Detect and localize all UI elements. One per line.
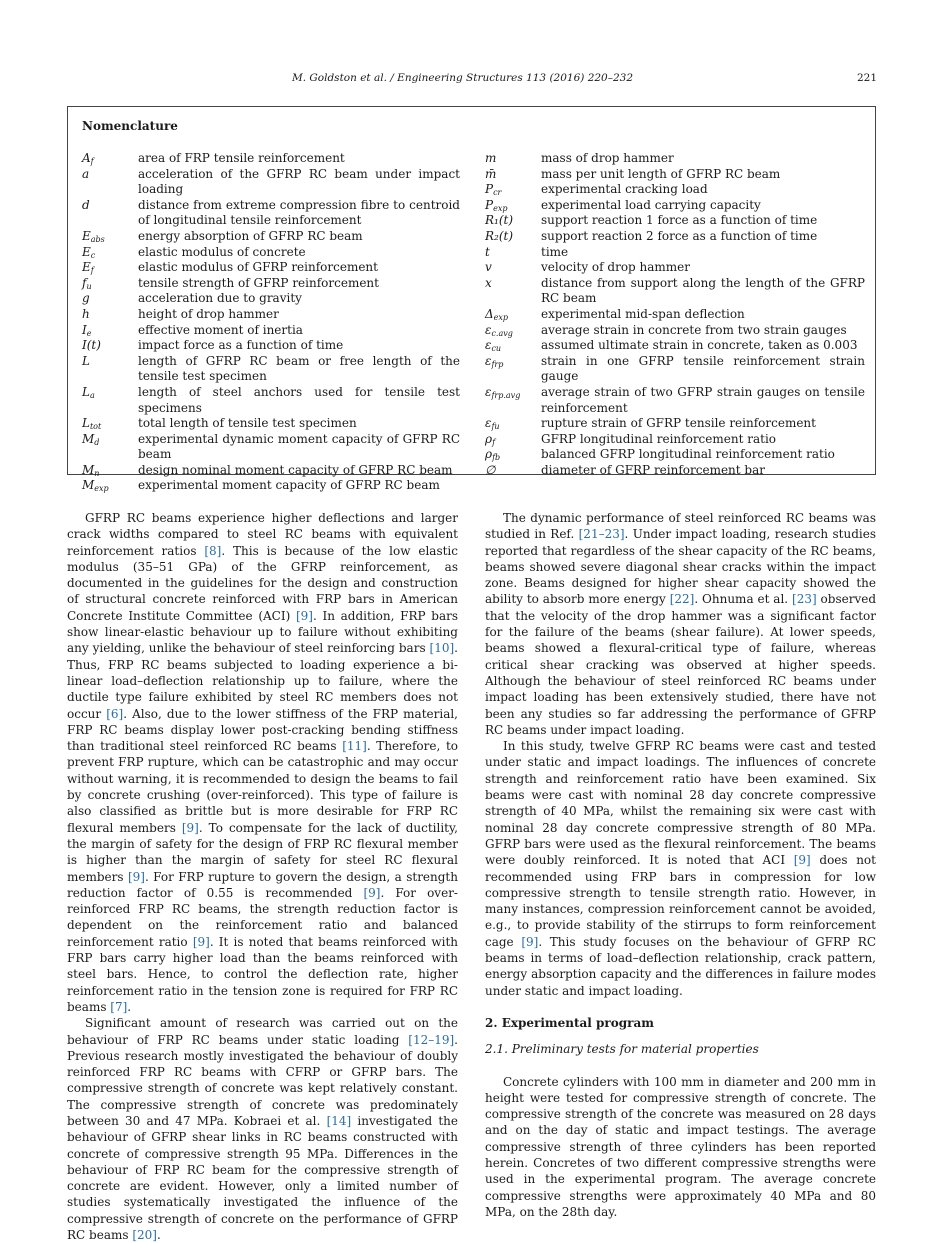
nomenclature-entry	[82, 354, 460, 385]
nomenclature-symbol: $L_{tot}$	[82, 416, 102, 432]
nomenclature-entry	[82, 323, 460, 339]
nomenclature-symbol: $E_f$	[82, 260, 94, 276]
nomenclature-entry	[82, 338, 460, 354]
nomenclature-symbol: m̄	[485, 166, 497, 181]
nomenclature-definition: acceleration of the GFRP RC beam under impact loading	[138, 166, 460, 197]
nomenclature-symbol: $A_f$	[82, 151, 94, 166]
nomenclature-symbol: R₂(t)	[485, 228, 514, 243]
nomenclature-entry	[485, 167, 865, 183]
nomenclature-entry	[485, 354, 865, 385]
citation-link[interactable]: [9]	[127, 869, 145, 884]
nomenclature-definition: total length of tensile test specimen	[138, 416, 357, 431]
nomenclature-symbol: x	[485, 275, 492, 290]
citation-link[interactable]: [6]	[106, 706, 124, 721]
nomenclature-definition: velocity of drop hammer	[541, 260, 691, 275]
nomenclature-definition: rupture strain of GFRP tensile reinforcement	[541, 416, 816, 431]
nomenclature-symbol: $L_a$	[82, 384, 95, 400]
citation-link[interactable]: [9]	[363, 885, 381, 900]
nomenclature-symbol: $\rho_{fb}$	[485, 447, 501, 463]
nomenclature-symbol: $M_n$	[82, 462, 100, 478]
nomenclature-entry	[82, 260, 460, 276]
nomenclature-definition: mass per unit length of GFRP RC beam	[541, 166, 781, 181]
section-heading: 2. Experimental program	[485, 1015, 654, 1030]
nomenclature-symbol: ∅	[485, 462, 496, 477]
nomenclature-definition: diameter of GFRP reinforcement bar	[541, 462, 765, 477]
nomenclature-symbol: v	[485, 260, 492, 275]
nomenclature-symbol: $\varepsilon_{fu}$	[485, 416, 500, 432]
nomenclature-definition: energy absorption of GFRP RC beam	[138, 228, 363, 243]
nomenclature-definition: design nominal moment capacity of GFRP RC beam	[138, 462, 453, 477]
citation-link[interactable]: [9]	[793, 853, 811, 868]
nomenclature-symbol: $P_{exp}$	[485, 197, 508, 213]
paragraph: GFRP RC beams experience higher deflections and larger crack widths compared to steel RC beams with equivalent reinforcement ratios [8]. This is because of the low elastic modulus (35–51 GPa) of the GFRP reinforcement, as documented in the guidelines for the design and construction of structural concrete reinforced with FRP bars in American Concrete Institute Committee (ACI) [9]. In addition, FRP bars show linear-elastic behaviour up to failure without exhibiting any yielding, unlike the behaviour of steel reinforcing bars [10]. Thus, FRP RC beams subjected to loading experience a bi-linear load–deflection relationship up to failure, where the ductile type failure exhibited by steel RC members does not occur [6]. Also, due to the lower stiffness of the FRP material, FRP RC beams display lower post-cracking bending stiffness than traditional steel reinforced RC beams [11]. Therefore, to prevent FRP rupture, which can be catastrophic and may occur without warning, it is recommended to design the beams to fail by concrete crushing (over-reinforced). This type of failure is also classified as brittle but is more desirable for FRP RC flexural members [9]. To compensate for the lack of ductility, the margin of safety for the design of FRP RC flexural member is higher than the margin of safety for steel RC flexural members [9]. For FRP rupture to govern the design, a strength reduction factor of 0.55 is recommended [9]. For over-reinforced FRP RC beams, the strength reduction factor is dependent on the reinforcement ratio and balanced reinforcement ratio [9]. It is noted that beams reinforced with FRP bars carry higher load than the beams reinforced with steel bars. Hence, to control the deflection rate, higher reinforcement ratio in the tension zone is required for FRP RC beams [7].	[67, 511, 458, 1014]
nomenclature-symbol: L	[82, 353, 90, 368]
nomenclature-entry	[485, 338, 865, 354]
nomenclature-entry	[485, 416, 865, 432]
citation-link[interactable]: [14]	[326, 1113, 352, 1128]
nomenclature-definition: GFRP longitudinal reinforcement ratio	[541, 431, 777, 446]
nomenclature-definition: elastic modulus of GFRP reinforcement	[138, 260, 378, 275]
paragraph: Concrete cylinders with 100 mm in diameter and 200 mm in height were tested for compressive strength of concrete. The compressive strength of the concrete was measured on 28 days and on the day of static and impact testings. The average compressive strength of three cylinders has been reported herein. Concretes of two different compressive strengths were used in the experimental program. The average concrete compressive strengths were approximately 40 MPa and 80 MPa, on the 28th day.	[485, 1074, 876, 1219]
nomenclature-definition: height of drop hammer	[138, 306, 279, 321]
nomenclature-symbol: d	[82, 197, 90, 212]
citation-link[interactable]: [10]	[429, 641, 455, 656]
citation-link[interactable]: [9]	[295, 608, 313, 623]
nomenclature-symbol: $M_d$	[82, 431, 100, 447]
paragraph: Significant amount of research was carried out on the behaviour of FRP RC beams under static loading [12–19]. Previous research mostly investigated the behaviour of doubly reinforced FRP RC beams with CFRP or GFRP bars. The compressive strength of concrete was kept relatively constant. The compressive strength of concrete was predominately between 30 and 47 MPa. Kobraei et al. [14] investigated the behaviour of GFRP shear links in RC beams constructed with concrete of compressive strength 95 MPa. Differences in the behaviour of FRP RC beam for the compressive strength of concrete are evident. However, only a limited number of studies systematically investigated the influence of the compressive strength of concrete on the performance of GFRP RC beams [20].	[67, 1016, 458, 1243]
nomenclature-symbol: R₁(t)	[485, 213, 514, 228]
nomenclature-entry	[82, 276, 460, 292]
nomenclature-symbol: I(t)	[82, 338, 101, 353]
nomenclature-entry	[485, 447, 865, 463]
nomenclature-entry	[485, 385, 865, 416]
nomenclature-entry	[82, 478, 460, 494]
nomenclature-definition: experimental load carrying capacity	[541, 197, 761, 212]
nomenclature-entry	[485, 432, 865, 448]
nomenclature-symbol: $\varepsilon_{c.avg}$	[485, 322, 513, 338]
nomenclature-entry	[82, 245, 460, 261]
nomenclature-definition: experimental mid-span deflection	[541, 306, 745, 321]
citation-link[interactable]: [9]	[192, 934, 210, 949]
nomenclature-entry	[82, 307, 460, 323]
nomenclature-entry	[485, 151, 865, 167]
nomenclature-box	[67, 106, 876, 494]
nomenclature-definition: impact force as a function of time	[138, 338, 344, 353]
nomenclature-definition: experimental moment capacity of GFRP RC beam	[138, 478, 440, 493]
nomenclature-entry	[485, 307, 865, 323]
citation-link[interactable]: [22]	[669, 592, 695, 607]
journal-citation: M. Goldston et al. / Engineering Structures 113 (2016) 220–232	[291, 72, 634, 84]
nomenclature-entry	[82, 416, 460, 432]
nomenclature-symbol: $\varepsilon_{frp}$	[485, 353, 504, 369]
nomenclature-entry	[82, 291, 460, 307]
body-left-column	[67, 510, 458, 1243]
nomenclature-symbol: $M_{exp}$	[82, 478, 109, 494]
nomenclature-entry	[485, 323, 865, 339]
nomenclature-symbol: $I_e$	[82, 322, 92, 338]
nomenclature-symbol: t	[485, 244, 490, 259]
nomenclature-definition: tensile strength of GFRP reinforcement	[138, 275, 379, 290]
nomenclature-symbol: g	[82, 291, 90, 306]
nomenclature-definition: experimental cracking load	[541, 182, 708, 197]
paragraph: In this study, twelve GFRP RC beams were cast and tested under static and impact loadings. The influences of concrete strength and reinforcement ratio have been examined. Six beams were cast with nominal 28 day concrete compressive strength of 40 MPa, whilst the remaining six were cast with nominal 28 day concrete compressive strength of 80 MPa. GFRP bars were used as the flexural reinforcement. The beams were doubly reinforced. It is noted that ACI [9] does not recommended using FRP bars in compression for low compressive strength to tensile strength ratio. However, in many instances, compression reinforcement cannot be avoided, e.g., to provide stability of the stirrups to form reinforcement cage [9]. This study focuses on the behaviour of GFRP RC beams in terms of load–deflection relationship, crack pattern, energy absorption capacity and the differences in failure modes under static and impact loading.	[485, 739, 876, 998]
nomenclature-definition: experimental dynamic moment capacity of GFRP RC beam	[138, 431, 460, 462]
nomenclature-entry	[82, 167, 460, 198]
nomenclature-symbol: a	[82, 166, 90, 181]
nomenclature-symbol: $E_{abs}$	[82, 228, 105, 244]
nomenclature-symbol: $\rho_f$	[485, 431, 496, 447]
citation-link[interactable]: [11]	[342, 739, 367, 754]
nomenclature-entry	[485, 463, 865, 479]
citation-link[interactable]: [9]	[521, 934, 539, 949]
nomenclature-symbol: $f_u$	[82, 275, 92, 291]
nomenclature-entry	[485, 198, 865, 214]
paragraph: The dynamic performance of steel reinforced RC beams was studied in Ref. [21–23]. Under impact loading, research studies reported that regardless of the shear capacity of the RC beams, beams showed severe diagonal shear cracks within the impact zone. Beams designed for higher shear capacity showed the ability to absorb more energy [22]. Ohnuma et al. [23] observed that the velocity of the drop hammer was a significant factor for the failure of the beams (shear failure). At lower speeds, beams showed a flexural-critical type of failure, whereas critical shear cracking was observed at higher speeds. Although the behaviour of steel reinforced RC beams under impact loading has been extensively studied, there have not been any studies so far addressing the performance of GFRP RC beams under impact loading.	[485, 511, 877, 737]
nomenclature-entry	[485, 229, 865, 245]
nomenclature-definition: balanced GFRP longitudinal reinforcement ratio	[541, 447, 835, 462]
nomenclature-definition: distance from extreme compression fibre to centroid of longitudinal tensile reinforcement	[138, 197, 460, 228]
nomenclature-entry	[82, 432, 460, 463]
nomenclature-entry	[82, 151, 460, 167]
nomenclature-symbol: m	[485, 151, 497, 165]
nomenclature-entry	[485, 213, 865, 229]
nomenclature-definition: length of GFRP RC beam or free length of the tensile test specimen	[138, 353, 460, 384]
nomenclature-symbol: $P_{cr}$	[485, 182, 502, 198]
citation-link[interactable]: [20]	[132, 1228, 157, 1243]
nomenclature-symbol: $\varepsilon_{cu}$	[485, 338, 502, 354]
nomenclature-entry	[82, 463, 460, 479]
citation-link[interactable]: [12–19]	[408, 1032, 455, 1047]
citation-link[interactable]: [21–23]	[578, 527, 625, 542]
nomenclature-definition: support reaction 1 force as a function of time	[541, 213, 818, 228]
subsection-heading: 2.1. Preliminary tests for material properties	[485, 1042, 759, 1057]
nomenclature-symbol: $\Delta_{exp}$	[485, 306, 509, 322]
nomenclature-entry	[485, 182, 865, 198]
citation-link[interactable]: [8]	[204, 543, 222, 558]
nomenclature-symbol: h	[82, 306, 90, 321]
nomenclature-definition: average strain in concrete from two strain gauges	[541, 322, 847, 337]
nomenclature-definition: assumed ultimate strain in concrete, taken as 0.003	[541, 338, 858, 353]
nomenclature-symbol: $\varepsilon_{frp.avg}$	[485, 384, 521, 400]
nomenclature-entry	[485, 245, 865, 261]
nomenclature-symbol: $E_c$	[82, 244, 96, 260]
nomenclature-entry	[82, 229, 460, 245]
nomenclature-definition: strain in one GFRP tensile reinforcement strain gauge	[541, 353, 865, 384]
nomenclature-entry	[485, 276, 865, 307]
body-right-column	[485, 510, 876, 1220]
nomenclature-definition: support reaction 2 force as a function of time	[541, 228, 818, 243]
nomenclature-definition: area of FRP tensile reinforcement	[138, 151, 345, 165]
nomenclature-definition: effective moment of inertia	[138, 322, 303, 337]
nomenclature-entry	[82, 385, 460, 416]
nomenclature-entry	[485, 260, 865, 276]
nomenclature-definition: time	[541, 244, 569, 259]
nomenclature-definition: elastic modulus of concrete	[138, 244, 306, 259]
citation-link[interactable]: [9]	[181, 820, 199, 835]
nomenclature-definition: distance from support along the length of the GFRP RC beam	[541, 275, 865, 306]
nomenclature-definition: length of steel anchors used for tensile test specimens	[138, 384, 460, 415]
nomenclature-definition: acceleration due to gravity	[138, 291, 302, 306]
nomenclature-definition: average strain of two GFRP strain gauges on tensile reinforcement	[541, 384, 865, 415]
page-number: 221	[856, 72, 877, 84]
citation-link[interactable]: [23]	[792, 592, 817, 607]
nomenclature-definition: mass of drop hammer	[541, 151, 674, 165]
nomenclature-entry	[82, 198, 460, 229]
citation-link[interactable]: [7]	[110, 999, 128, 1014]
running-head	[0, 72, 925, 92]
nomenclature-left-column	[82, 151, 460, 494]
nomenclature-right-column	[485, 151, 865, 478]
nomenclature-title: Nomenclature	[82, 119, 178, 133]
